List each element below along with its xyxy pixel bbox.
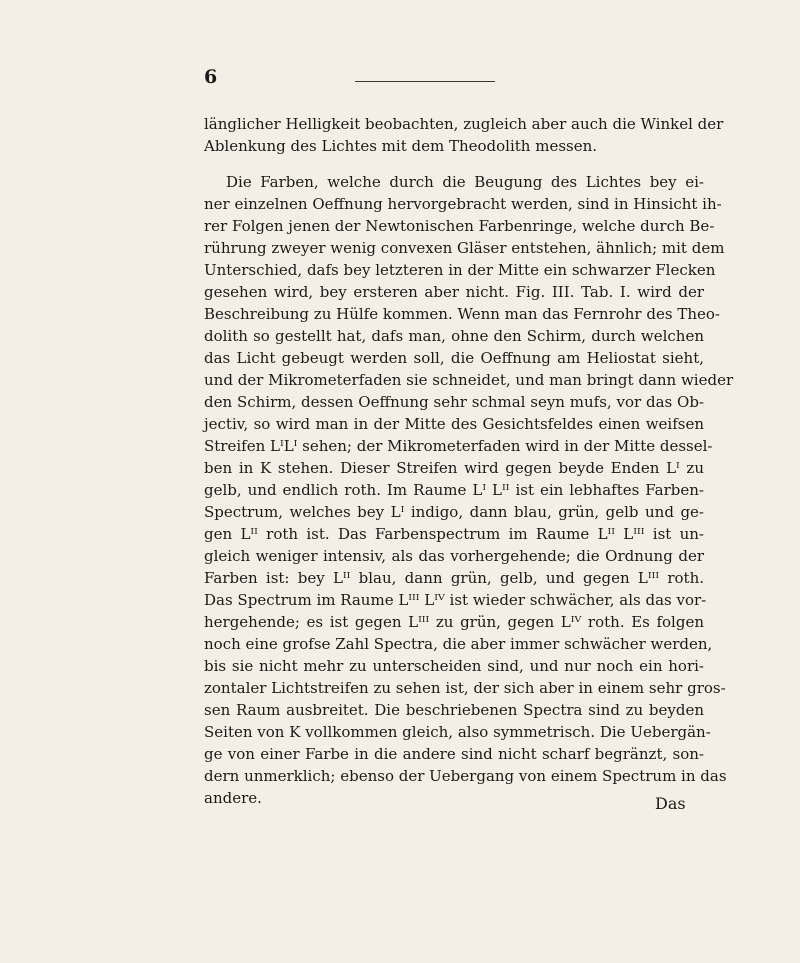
catchword: Das — [655, 794, 686, 813]
text-line: sen Raum ausbreitet. Die beschriebenen Spectra sind zu beyden — [204, 701, 704, 719]
page-number: 6 — [204, 66, 218, 88]
text-line: Unterschied, dafs bey letzteren in der Mitte ein schwarzer Flecken — [204, 261, 716, 279]
text-line: länglicher Helligkeit beobachten, zugleich aber auch die Winkel der — [204, 115, 724, 133]
text-line: gelb, und endlich roth. Im Raume Lᴵ Lᴵᴵ ist ein lebhaftes Farben- — [204, 481, 704, 499]
text-line: Ablenkung des Lichtes mit dem Theodolith messen. — [204, 137, 598, 155]
header-rule — [355, 81, 495, 82]
body-text — [204, 113, 734, 809]
text-line: Die Farben, welche durch die Beugung des Lichtes bey ei- — [226, 173, 704, 191]
text-line: bis sie nicht mehr zu unterscheiden sind, und nur noch ein hori- — [204, 657, 704, 675]
text-line: jectiv, so wird man in der Mitte des Gesichtsfeldes einen weifsen — [204, 415, 704, 433]
text-line: ge von einer Farbe in die andere sind nicht scharf begränzt, son- — [204, 745, 704, 763]
text-line: Streifen LᴵLᴵ sehen; der Mikrometerfaden wird in der Mitte dessel- — [204, 437, 713, 455]
text-line: ben in K stehen. Dieser Streifen wird gegen beyde Enden Lᴵ zu — [204, 459, 704, 477]
text-line: Seiten von K vollkommen gleich, also symmetrisch. Die Uebergän- — [204, 723, 711, 741]
text-line: noch eine grofse Zahl Spectra, die aber immer schwächer werden, — [204, 635, 713, 653]
text-line: den Schirm, dessen Oeffnung sehr schmal seyn mufs, vor das Ob- — [204, 393, 704, 411]
text-line: Farben ist: bey Lᴵᴵ blau, dann grün, gelb, und gegen Lᴵᴵᴵ roth. — [204, 569, 704, 587]
text-line: rührung zweyer wenig convexen Gläser entstehen, ähnlich; mit dem — [204, 239, 725, 257]
paragraph-1 — [204, 113, 724, 157]
text-line: gesehen wird, bey ersteren aber nicht. Fig. III. Tab. I. wird der — [204, 283, 704, 301]
text-line: gleich weniger intensiv, als das vorhergehende; die Ordnung der — [204, 547, 704, 565]
text-line: andere. — [204, 789, 262, 807]
text-line: gen Lᴵᴵ roth ist. Das Farbenspectrum im Raume Lᴵᴵ Lᴵᴵᴵ ist un- — [204, 525, 704, 543]
text-line: zontaler Lichtstreifen zu sehen ist, der sich aber in einem sehr gros- — [204, 679, 726, 697]
text-line: Beschreibung zu Hülfe kommen. Wenn man das Fernrohr des Theo- — [204, 305, 720, 323]
paragraph-2 — [204, 171, 734, 809]
text-line: dolith so gestellt hat, dafs man, ohne den Schirm, durch welchen — [204, 327, 704, 345]
text-line: Das Spectrum im Raume Lᴵᴵᴵ Lᴵⱽ ist wieder schwächer, als das vor- — [204, 591, 707, 609]
text-line: hergehende; es ist gegen Lᴵᴵᴵ zu grün, gegen Lᴵⱽ roth. Es folgen — [204, 613, 704, 631]
text-line: und der Mikrometerfaden sie schneidet, und man bringt dann wieder — [204, 371, 734, 389]
text-line: dern unmerklich; ebenso der Uebergang von einem Spectrum in das — [204, 767, 727, 785]
paragraph-gap — [204, 157, 704, 171]
text-line: Spectrum, welches bey Lᴵ indigo, dann blau, grün, gelb und ge- — [204, 503, 704, 521]
text-line: ner einzelnen Oeffnung hervorgebracht werden, sind in Hinsicht ih- — [204, 195, 722, 213]
text-line: das Licht gebeugt werden soll, die Oeffnung am Heliostat sieht, — [204, 349, 704, 367]
text-line: rer Folgen jenen der Newtonischen Farbenringe, welche durch Be- — [204, 217, 715, 235]
